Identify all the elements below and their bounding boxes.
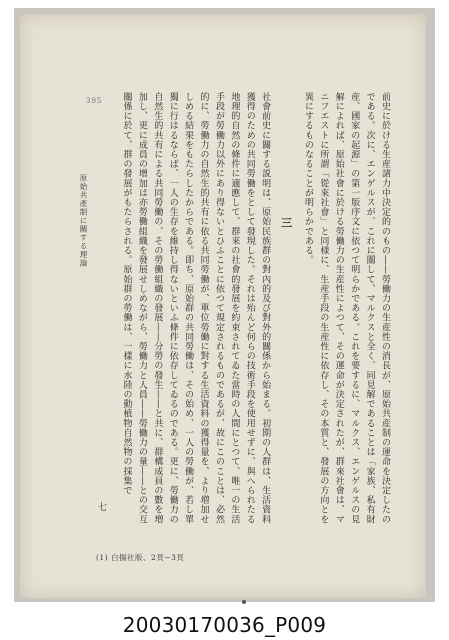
body-text <box>92 92 392 532</box>
paragraph: 社會前史に關する説明は、原始民族群の對內的及び對外的關係から始まる。初期の人群は、生活資料獲得のための共同勞働をとして發現した。それは殆んど何らの技術手段を使用せずに、與へられたる地理的自然の條件に適應して、群來の社會的發展を約束されてゐた當時の人間にとつて、唯一の生活手段が勞働力以外にあり得ないとひふことに依つて規定されるものであるが、故にこのことは、必然的に、勞働力の自然生的共有に依る共同勞働が、單位勞働に對する生活資料の獲得量を、より増加せしめる結果をもたらしたからである。即ち、原始群の共同勞働は、その始め、一人の勞働が、若し單獨に行はるならば、一人の生存を維持し得ないといふ條件に依存してゐるのである。更に、勞働力の自然生的共有による共同勞働の、その勞働組織の發展――分勞の發生――と共に、群構成員の數を増加し、更に成員の增加は亦勞働組織を發展せしめながら、勞働力と人員――勞働力の量――との交互關係に於て、群の發展がもたらされる。原始群の勞働は、一樣に水陸の動植物自然物の採集で <box>121 92 271 524</box>
page-number: 395 <box>86 97 103 105</box>
running-head: 原始共產制に關する理論 <box>79 174 88 268</box>
image-caption: 20030170036_P009 <box>122 612 327 637</box>
section-heading: 三 <box>279 217 293 229</box>
caption-bar <box>0 609 449 640</box>
paragraph: 前史に於ける生産諸力中決定的のもの――勞働力の生産性の消長が、原始共産制の運命を決定したのである。次に、エンゲルスが、これに關して、マルクスと全く、同見解であることは「家族、私有財産、國家の起源」の第一版序文に依つて明らかである。これを要するに、マルクス、エンゲルスの見解によれば、原始社會に於ける勞働力の生産性によつて、その運命が決定されたが、群來社會は、マニフエストに所謂「從來社會」と同様に、生産手段の生産性に依存し、その本質と、發展の方向とを異にするものなることが明らかである。 <box>302 92 390 524</box>
footnote: (1) 白揚社版、2頁−3頁 <box>96 553 185 562</box>
folio: 七 <box>98 503 108 513</box>
binding-mark <box>242 600 246 604</box>
